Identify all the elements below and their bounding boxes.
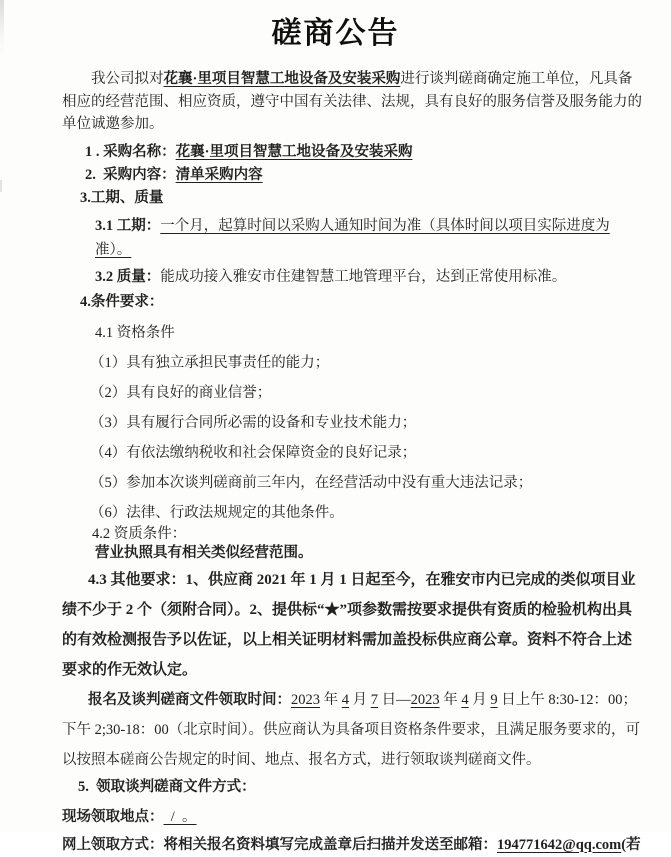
section-4-heading: 4.条件要求：: [80, 293, 164, 310]
qualification-item: （6）法律、行政法规规定的其他条件。: [90, 504, 344, 521]
purchase-content-line: 2. 采购内容：清单采购内容: [85, 166, 263, 183]
registration-time-paragraph: 报名及谈判磋商文件领取时间：2023 年 4 月 7 日—2023 年 4 月 9 日上午 8:30-12：00；下午 2;30-18：00（北京时间）。供应商认为具备项目资格条件要求，且满足服务要求的，可以按照本磋商公告规定的时间、地点、报名方式，进行领取谈判磋商文件。: [62, 691, 640, 768]
section-3-heading: 3.工期、质量: [80, 189, 164, 206]
purchase-name-line: 1 . 采购名称：花襄·里项目智慧工地设备及安装采购: [85, 143, 413, 160]
qualification-item: （5）参加本次谈判磋商前三年内，在经营活动中没有重大违法记录；: [90, 474, 533, 491]
license-subheading: 4.2 资质条件：: [92, 525, 187, 542]
onsite-pickup-line: 现场领取地点： / 。: [62, 808, 197, 825]
qualification-item: （1）具有独立承担民事责任的能力；: [90, 354, 330, 371]
qualification-item: （4）有依法缴纳税收和社会保障资金的良好记录；: [90, 444, 417, 461]
duration-line: 3.1 工期：一个月，起算时间以采购人通知时间为准（具体时间以项目实际进度为准）。: [95, 217, 610, 258]
announcement-title: 磋商公告: [271, 17, 400, 50]
other-requirements-paragraph: 4.3 其他要求：1、供应商 2021 年 1 月 1 日起至今，在雅安市内已完成的类似项目业绩不少于 2 个（须附合同）。2、提供标“★”项参数需按要求提供有资质的检验机构出具的有效检测报告予以佐证，以上相关证明材料需加盖投标供应商公章。资料不符合上述要求的作无效认定。: [62, 571, 636, 678]
section-5-heading: 5. 领取谈判磋商文件方式：: [78, 778, 256, 795]
qualification-item: （2）具有良好的商业信誉；: [90, 384, 272, 401]
qualification-subheading: 4.1 资格条件: [95, 324, 175, 341]
online-pickup-line: 网上领取方式：将相关报名资料填写完成盖章后扫描并发送至邮箱：194771642@qq.com(若: [62, 836, 641, 853]
qualification-item: （3）具有履行合同所必需的设备和专业技术能力；: [90, 414, 417, 431]
intro-paragraph: 我公司拟对花襄·里项目智慧工地设备及安装采购进行谈判磋商确定施工单位，凡具备相应的经营范围、相应资质，遵守中国有关法律、法规，具有良好的服务信誉及服务能力的单位诚邀参加。: [62, 71, 642, 132]
quality-line: 3.2 质量：能成功接入雅安市住建智慧工地管理平台，达到正常使用标准。: [95, 268, 567, 285]
license-requirement: 营业执照具有相关类似经营范围。: [95, 544, 313, 561]
